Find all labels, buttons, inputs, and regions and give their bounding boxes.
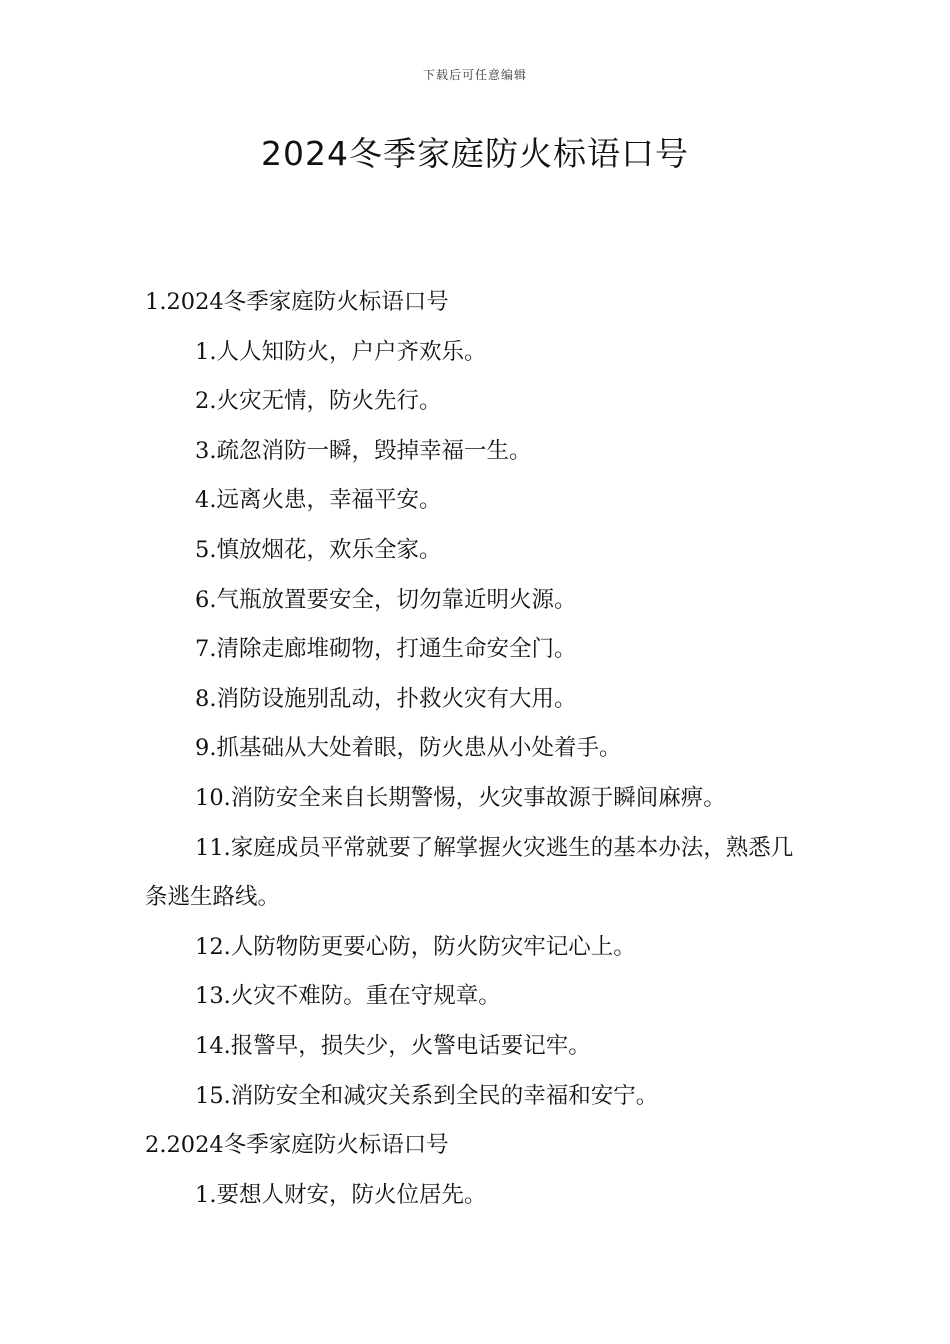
slogan-item: 10.消防安全来自长期警惕，火灾事故源于瞬间麻痹。 [195, 784, 726, 811]
slogan-item: 6.气瓶放置要安全，切勿靠近明火源。 [195, 586, 577, 613]
section-2 [145, 1121, 815, 1220]
page-title: 2024冬季家庭防火标语口号 [261, 134, 689, 173]
slogan-item: 15.消防安全和减灾关系到全民的幸福和安宁。 [195, 1082, 659, 1109]
slogan-item: 11.家庭成员平常就要了解掌握火灾逃生的基本办法，熟悉几条逃生路线。 [145, 834, 794, 911]
section-heading: 1.2024冬季家庭防火标语口号 [145, 289, 449, 315]
slogan-item: 12.人防物防更要心防，防火防灾牢记心上。 [195, 933, 636, 960]
page-header-note: 下载后可任意编辑 [422, 68, 527, 82]
slogan-item: 2.火灾无情，防火先行。 [195, 388, 442, 415]
slogan-item: 3.疏忽消防一瞬，毁掉幸福一生。 [195, 437, 532, 464]
slogan-item: 8.消防设施别乱动，扑救火灾有大用。 [195, 685, 577, 712]
document-body [145, 278, 815, 1220]
slogan-item: 14.报警早，损失少，火警电话要记牢。 [195, 1032, 591, 1059]
slogan-item: 9.抓基础从大处着眼，防火患从小处着手。 [195, 735, 622, 762]
slogan-item: 1.人人知防火，户户齐欢乐。 [195, 338, 487, 365]
slogan-item: 13.火灾不难防。重在守规章。 [195, 983, 501, 1010]
slogan-item: 7.清除走廊堆砌物，打通生命安全门。 [195, 636, 577, 663]
slogan-item: 5.慎放烟花，欢乐全家。 [195, 536, 442, 563]
section-heading: 2.2024冬季家庭防火标语口号 [145, 1132, 449, 1159]
section-1 [145, 278, 815, 1121]
slogan-item: 4.远离火患，幸福平安。 [195, 487, 442, 514]
slogan-item: 1.要想人财安，防火位居先。 [195, 1181, 487, 1208]
